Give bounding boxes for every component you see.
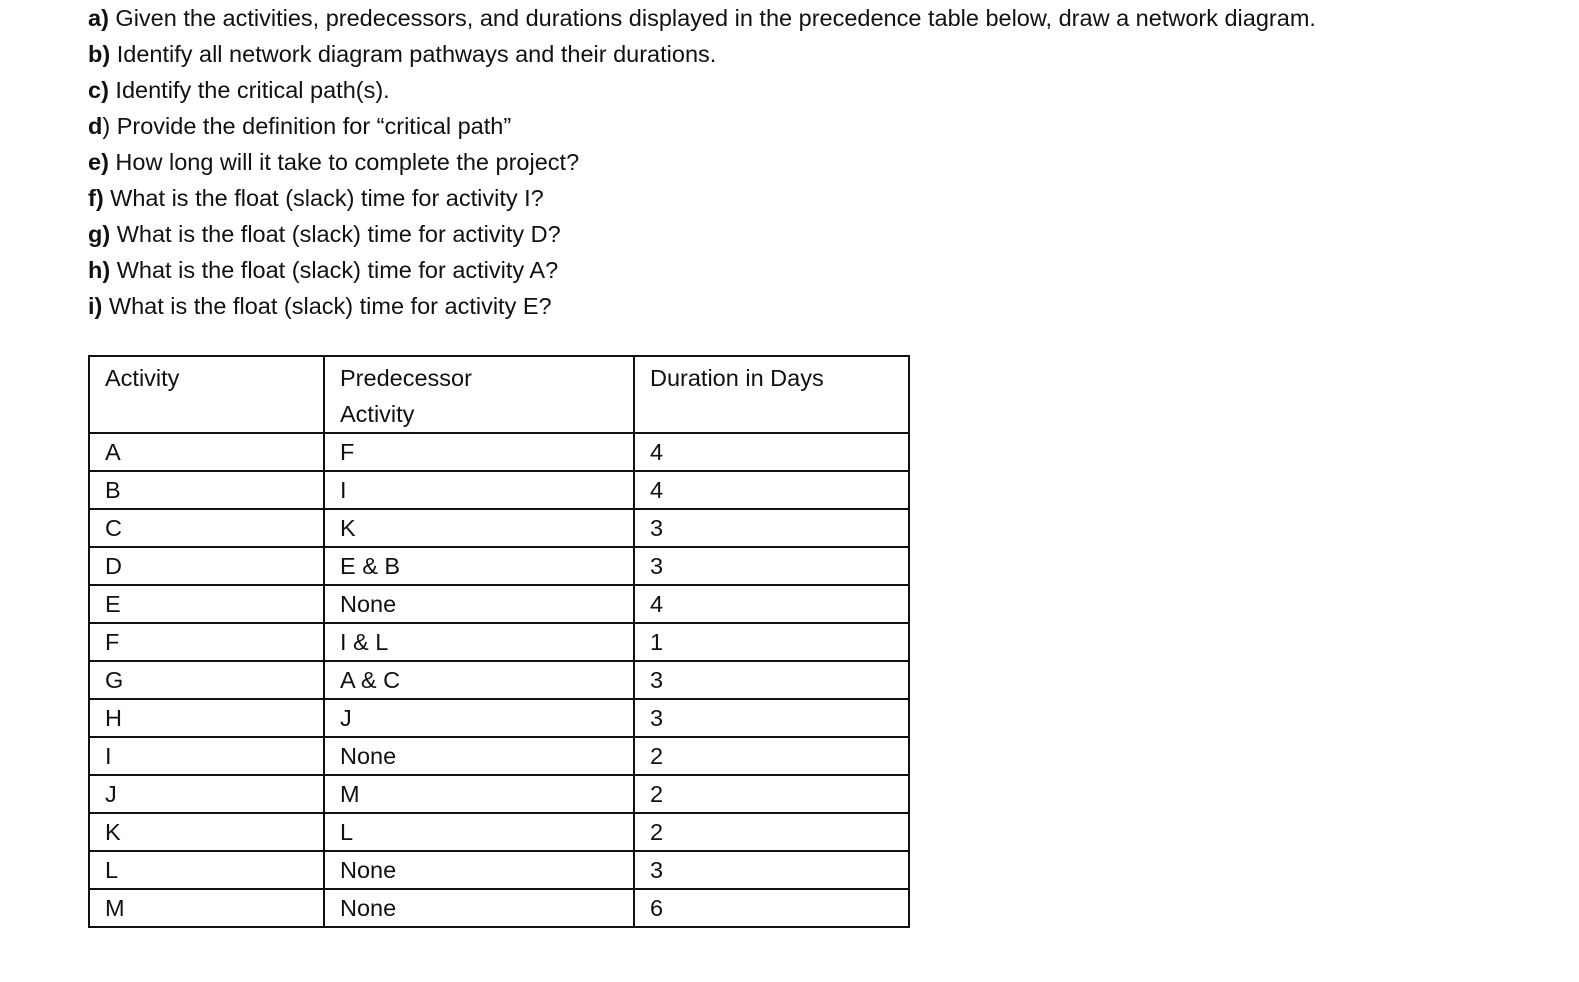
- predecessor-cell: F: [324, 433, 634, 471]
- table-row: [89, 775, 909, 813]
- duration-cell: 3: [634, 547, 909, 585]
- table-row: [89, 737, 909, 775]
- activity-cell: G: [89, 661, 324, 699]
- predecessor-cell: I: [324, 471, 634, 509]
- question-label: f): [88, 185, 104, 211]
- table-row: [89, 585, 909, 623]
- question-text: Identify the critical path(s).: [108, 77, 390, 103]
- table-row: [89, 889, 909, 927]
- predecessor-cell: K: [324, 509, 634, 547]
- duration-cell: 1: [634, 623, 909, 661]
- question-label: g): [88, 221, 111, 247]
- question-d: [88, 108, 1316, 144]
- table-row: [89, 661, 909, 699]
- table-row: [89, 699, 909, 737]
- table-row: [89, 813, 909, 851]
- activity-cell: A: [89, 433, 324, 471]
- question-text: Given the activities, predecessors, and durations displayed in the precedence table below, draw a network diagram.: [108, 5, 1316, 31]
- table-row: [89, 433, 909, 471]
- activity-cell: M: [89, 889, 324, 927]
- precedence-table: [88, 355, 910, 928]
- question-label: d: [88, 113, 103, 139]
- header-predecessor-line1: Predecessor: [340, 365, 472, 391]
- activity-cell: L: [89, 851, 324, 889]
- predecessor-cell: None: [324, 737, 634, 775]
- predecessor-cell: M: [324, 775, 634, 813]
- question-label: a): [88, 5, 109, 31]
- question-h: [88, 252, 1316, 288]
- predecessor-cell: J: [324, 699, 634, 737]
- activity-cell: K: [89, 813, 324, 851]
- activity-cell: I: [89, 737, 324, 775]
- question-text: What is the float (slack) time for activity A?: [110, 257, 559, 283]
- question-text: What is the float (slack) time for activity E?: [102, 293, 552, 319]
- duration-cell: 2: [634, 813, 909, 851]
- table-row: [89, 547, 909, 585]
- question-label: i): [88, 293, 103, 319]
- header-duration: Duration in Days: [634, 356, 909, 433]
- question-label: c): [88, 77, 109, 103]
- predecessor-cell: L: [324, 813, 634, 851]
- header-predecessor: [324, 356, 634, 433]
- duration-cell: 3: [634, 699, 909, 737]
- question-label: h): [88, 257, 111, 283]
- question-text: What is the float (slack) time for activity D?: [110, 221, 561, 247]
- question-list: [88, 0, 1316, 324]
- question-text: How long will it take to complete the project?: [108, 149, 580, 175]
- duration-cell: 2: [634, 737, 909, 775]
- duration-cell: 4: [634, 585, 909, 623]
- duration-cell: 3: [634, 509, 909, 547]
- question-label: b): [88, 41, 111, 67]
- header-activity: Activity: [89, 356, 324, 433]
- question-i: [88, 288, 1316, 324]
- activity-cell: B: [89, 471, 324, 509]
- question-b: [88, 36, 1316, 72]
- activity-cell: C: [89, 509, 324, 547]
- duration-cell: 6: [634, 889, 909, 927]
- table-header-row: [89, 356, 909, 433]
- predecessor-cell: I & L: [324, 623, 634, 661]
- question-a: [88, 0, 1316, 36]
- question-text: ) Provide the definition for “critical path”: [102, 113, 512, 139]
- predecessor-cell: A & C: [324, 661, 634, 699]
- question-g: [88, 216, 1316, 252]
- duration-cell: 3: [634, 851, 909, 889]
- duration-cell: 4: [634, 471, 909, 509]
- activity-cell: F: [89, 623, 324, 661]
- activity-cell: D: [89, 547, 324, 585]
- duration-cell: 4: [634, 433, 909, 471]
- duration-cell: 2: [634, 775, 909, 813]
- header-predecessor-line2: Activity: [340, 401, 415, 427]
- predecessor-cell: E & B: [324, 547, 634, 585]
- question-e: [88, 144, 1316, 180]
- question-label: e): [88, 149, 109, 175]
- question-text: Identify all network diagram pathways and their durations.: [110, 41, 717, 67]
- question-text: What is the float (slack) time for activity I?: [103, 185, 544, 211]
- activity-cell: J: [89, 775, 324, 813]
- table-row: [89, 471, 909, 509]
- predecessor-cell: None: [324, 585, 634, 623]
- predecessor-cell: None: [324, 851, 634, 889]
- duration-cell: 3: [634, 661, 909, 699]
- predecessor-cell: None: [324, 889, 634, 927]
- table-row: [89, 509, 909, 547]
- table-row: [89, 623, 909, 661]
- question-c: [88, 72, 1316, 108]
- activity-cell: H: [89, 699, 324, 737]
- question-f: [88, 180, 1316, 216]
- table-row: [89, 851, 909, 889]
- activity-cell: E: [89, 585, 324, 623]
